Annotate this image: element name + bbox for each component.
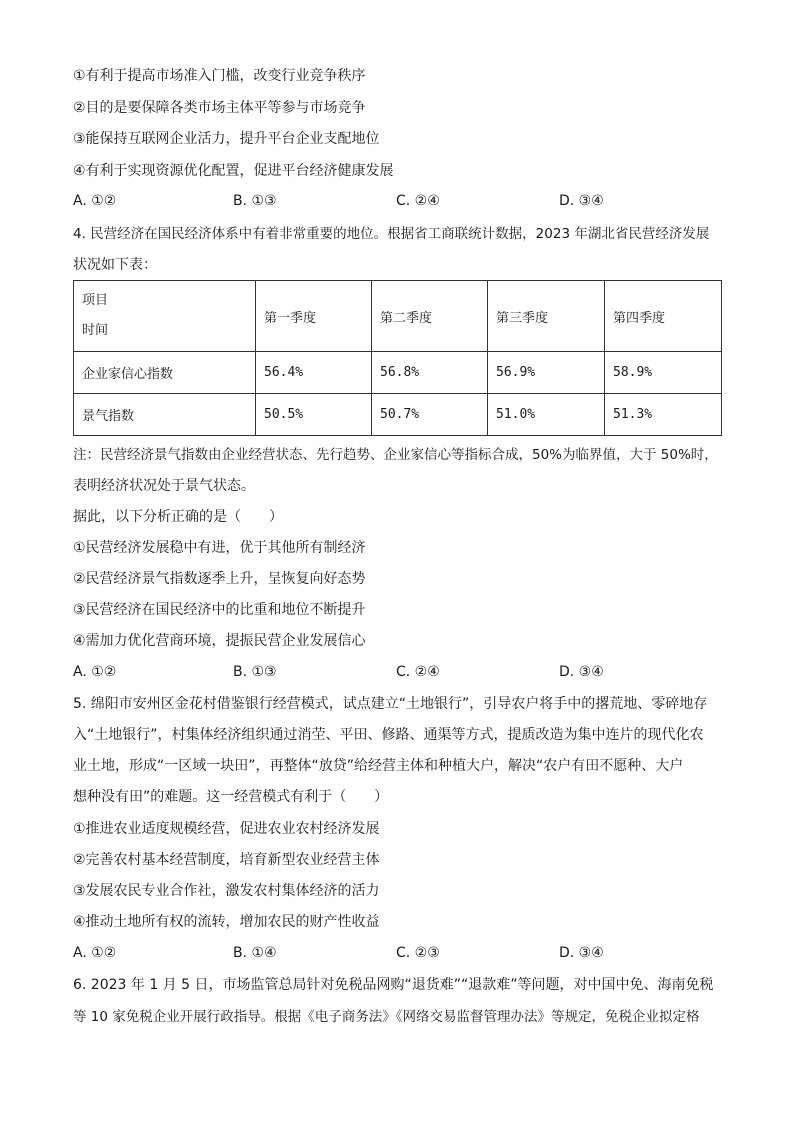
q3-option-b: B. ①③	[233, 193, 277, 209]
q3-statement-3: ③能保持互联网企业活力，提升平台企业支配地位	[73, 131, 380, 147]
q3-option-a: A. ①②	[73, 193, 117, 209]
q5-option-a: A. ①②	[73, 945, 117, 961]
corner-label-time: 时间	[82, 323, 109, 338]
q5-option-b: B. ①④	[233, 945, 277, 961]
q3-statement-2: ②目的是要保障各类市场主体平等参与市场竞争	[73, 100, 366, 116]
q4-statement-2: ②民营经济景气指数逐季上升，呈恢复向好态势	[73, 571, 366, 587]
q4-stem-line-1: 4. 民营经济在国民经济体系中有着非常重要的地位。根据省工商联统计数据，2023 年湖北省民营经济发展	[73, 226, 710, 242]
row-label: 企业家信心指数	[74, 352, 256, 394]
q4-note-line-2: 表明经济状况处于景气状态。	[73, 478, 255, 494]
table-row	[74, 394, 722, 436]
q5-statement-4: ④推动土地所有权的流转，增加农民的财产性收益	[73, 914, 380, 930]
table-row	[74, 352, 722, 394]
q5-statement-2: ②完善农村基本经营制度，培育新型农业经营主体	[73, 852, 380, 868]
q5-stem-line-2: 入“土地银行”，村集体经济组织通过消茔、平田、修路、通渠等方式，提质改造为集中连片的现代化农	[73, 727, 704, 743]
table-cell: 51.3%	[605, 394, 722, 436]
q4-stem-line-2: 状况如下表：	[73, 257, 157, 273]
q6-stem-line-1: 6. 2023 年 1 月 5 日，市场监管总局针对免税品网购“退货难”“退款难”等问题，对中国中免、海南免税	[73, 977, 714, 993]
table-cell: 58.9%	[605, 352, 722, 394]
q5-options	[73, 944, 723, 962]
q4-statement-4: ④需加力优化营商环境，提振民营企业发展信心	[73, 633, 366, 649]
q5-option-d: D. ③④	[559, 945, 604, 961]
q3-option-c: C. ②④	[396, 193, 440, 209]
q5-statement-3: ③发展农民专业合作社，激发农村集体经济的活力	[73, 883, 380, 899]
q4-option-a: A. ①②	[73, 664, 117, 680]
table-cell: 50.5%	[256, 394, 372, 436]
q4-data-table	[73, 280, 722, 436]
q4-options	[73, 663, 723, 681]
q3-statement-1: ①有利于提高市场准入门槛，改变行业竞争秩序	[73, 68, 366, 84]
table-cell: 56.8%	[372, 352, 488, 394]
q3-statement-4: ④有利于实现资源优化配置，促进平台经济健康发展	[73, 163, 394, 179]
q4-statement-1: ①民营经济发展稳中有进，优于其他所有制经济	[73, 540, 366, 556]
q4-option-d: D. ③④	[559, 664, 604, 680]
q4-note-line-1: 注：民营经济景气指数由企业经营状态、先行趋势、企业家信心等指标合成，50%为临界值，大于 50%时，	[73, 447, 718, 463]
q4-option-c: C. ②④	[396, 664, 440, 680]
row-label: 景气指数	[74, 394, 256, 436]
q3-option-d: D. ③④	[559, 193, 604, 209]
column-header: 第二季度	[372, 281, 488, 352]
table-header-row	[74, 281, 722, 352]
table-cell: 51.0%	[488, 394, 605, 436]
q4-question: 据此，以下分析正确的是（ ）	[73, 509, 283, 525]
q5-stem-line-4: 想种没有田”的难题。这一经营模式有利于（ ）	[73, 789, 389, 805]
q4-statement-3: ③民营经济在国民经济中的比重和地位不断提升	[73, 602, 366, 618]
q5-stem-line-3: 业土地，形成“一区域一块田”，再整体“放贷”给经营主体和种植大户，解决“农户有田不愿种、大户	[73, 758, 684, 774]
column-header: 第四季度	[605, 281, 722, 352]
table-cell: 50.7%	[372, 394, 488, 436]
corner-label-item: 项目	[82, 293, 109, 308]
q4-option-b: B. ①③	[233, 664, 277, 680]
column-header: 第三季度	[488, 281, 605, 352]
column-header: 第一季度	[256, 281, 372, 352]
q6-stem-line-2: 等 10 家免税企业开展行政指导。根据《电子商务法》《网络交易监督管理办法》等规定，免税企业拟定格	[73, 1009, 700, 1025]
q5-stem-line-1: 5. 绵阳市安州区金花村借鉴银行经营模式，试点建立“土地银行”，引导农户将手中的撂荒地、零碎地存	[73, 696, 708, 712]
q3-options	[73, 192, 723, 210]
table-cell: 56.4%	[256, 352, 372, 394]
table-corner-cell	[74, 281, 256, 352]
table-cell: 56.9%	[488, 352, 605, 394]
q5-option-c: C. ②③	[396, 945, 440, 961]
q5-statement-1: ①推进农业适度规模经营，促进农业农村经济发展	[73, 821, 380, 837]
